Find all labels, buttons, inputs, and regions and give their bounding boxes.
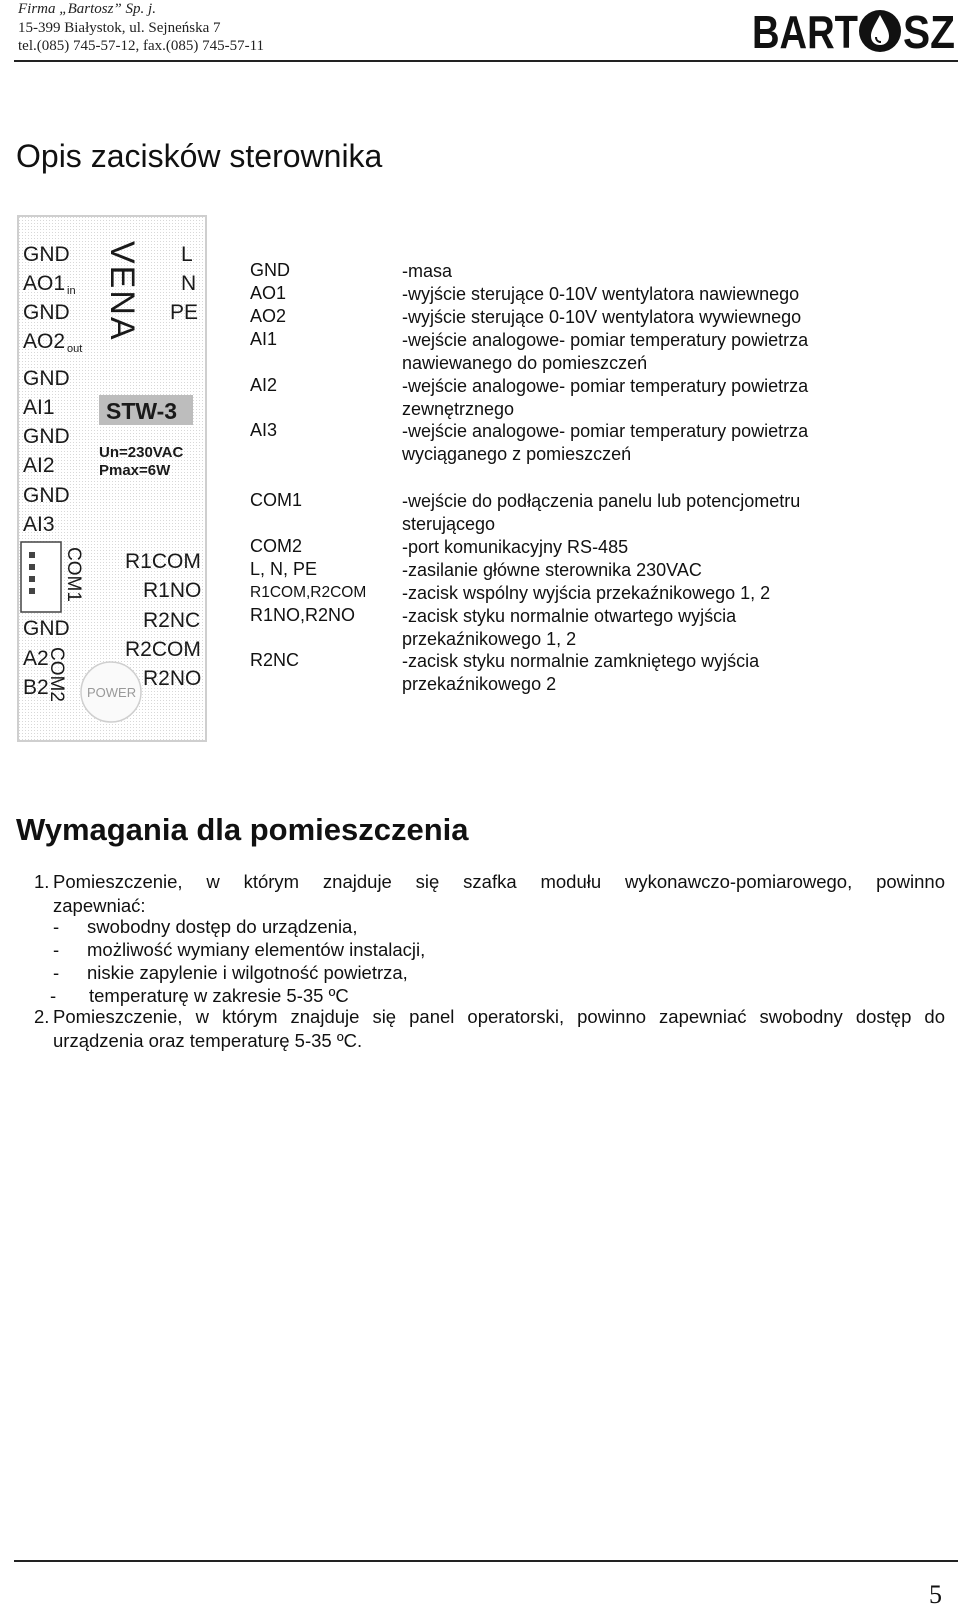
- panel-relay-terminal: R2NC: [143, 609, 201, 632]
- terminal-name: AO1: [250, 283, 287, 303]
- item2-line2: urządzenia oraz temperaturę 5-35 ºC.: [53, 1029, 363, 1051]
- terminal-name: COM2: [250, 536, 303, 556]
- terminal-name: R1COM,R2COM: [250, 584, 367, 601]
- panel-relay-terminal: R2COM: [125, 638, 201, 661]
- terminal-description: -wejście analogowe- pomiar temperatury powietrza: [402, 421, 809, 441]
- bullet-dash: -: [53, 916, 60, 937]
- panel-subscript: in: [67, 285, 76, 297]
- bartosz-logo: [752, 2, 958, 58]
- terminal-name: AI1: [250, 329, 278, 349]
- item-number: 2.: [34, 1006, 50, 1027]
- controller-diagram: [19, 217, 205, 740]
- panel-com2-label: COM2: [46, 647, 67, 702]
- terminal-description: -wejście do podłączenia panelu lub potencjometru: [402, 491, 801, 511]
- terminal-name: COM1: [250, 490, 303, 510]
- terminal-name: R1NO,R2NO: [250, 605, 356, 625]
- header-divider: [14, 60, 958, 62]
- panel-model: STW-3: [106, 398, 178, 424]
- item2-line1: Pomieszczenie, w którym znajduje się panel operatorski, powinno zapewniać swobodny dostęp do: [53, 1006, 945, 1027]
- panel-rating: Un=230VAC: [99, 444, 184, 461]
- item-number: 1.: [34, 871, 50, 892]
- terminal-description: nawiewanego do pomieszczeń: [402, 353, 648, 373]
- svg-text:SZ: SZ: [903, 6, 955, 58]
- terminal-description: -wyjście sterujące 0-10V wentylatora wywiewnego: [402, 307, 802, 327]
- item1-line1: Pomieszczenie, w którym znajduje się szafka modułu wykonawczo-pomiarowego, powinno: [53, 871, 945, 892]
- terminal-description: zewnętrznego: [402, 399, 515, 419]
- section-title-terminals: Opis zacisków sterownika: [16, 138, 383, 174]
- panel-brand: VENA: [103, 241, 141, 342]
- terminal-description: sterującego: [402, 514, 496, 534]
- terminal-description: -wyjście sterujące 0-10V wentylatora nawiewnego: [402, 284, 800, 304]
- terminal-description: -zacisk wspólny wyjścia przekaźnikowego 1, 2: [402, 583, 771, 603]
- company-name: Firma „Bartosz” Sp. j.: [18, 1, 156, 17]
- bullet-dash: -: [53, 939, 60, 960]
- panel-com1-label: COM1: [63, 547, 84, 602]
- panel-relay-terminal: R2NO: [143, 667, 202, 690]
- terminal-description: wyciąganego z pomieszczeń: [402, 444, 632, 464]
- panel-terminal-label: GND: [23, 425, 70, 448]
- panel-bus-terminal: B2: [23, 676, 49, 699]
- panel-power-indicator: POWER: [87, 685, 137, 700]
- bullet-text: swobodny dostęp do urządzenia,: [87, 916, 358, 937]
- terminal-description: przekaźnikowego 2: [402, 674, 557, 694]
- item1-line2: zapewniać:: [53, 894, 146, 916]
- panel-terminal-label: GND: [23, 484, 70, 507]
- bullet-text: niskie zapylenie i wilgotność powietrza,: [87, 962, 408, 983]
- terminal-description: -zasilanie główne sterownika 230VAC: [402, 560, 702, 580]
- terminal-description: -zacisk styku normalnie zamkniętego wyjścia: [402, 651, 760, 671]
- panel-terminal-label: AI2: [23, 454, 55, 477]
- panel-terminal-label: GND: [23, 243, 70, 266]
- panel-relay-terminal: R1COM: [125, 550, 201, 573]
- svg-text:BART: BART: [752, 6, 858, 58]
- terminal-name: GND: [250, 260, 290, 280]
- terminal-description: -masa: [402, 261, 453, 281]
- terminal-description: -wejście analogowe- pomiar temperatury powietrza: [402, 376, 809, 396]
- company-address: 15-399 Białystok, ul. Sejneńska 7: [18, 19, 221, 36]
- terminal-name: AI2: [250, 375, 278, 395]
- panel-relay-terminal: R1NO: [143, 579, 202, 602]
- panel-terminal-label: AI3: [23, 513, 55, 536]
- terminal-description: -port komunikacyjny RS-485: [402, 537, 629, 557]
- panel-power-terminal: N: [181, 272, 197, 295]
- controller-panel-image: [17, 215, 207, 742]
- bullet-text: temperaturę w zakresie 5-35 ºC: [89, 985, 349, 1006]
- terminal-description: przekaźnikowego 1, 2: [402, 629, 577, 649]
- terminal-name: AO2: [250, 306, 287, 326]
- panel-bus-terminal: GND: [23, 617, 70, 640]
- panel-terminal-label: GND: [23, 301, 70, 324]
- panel-terminal-label: AO2: [23, 330, 66, 353]
- panel-bus-terminal: A2: [23, 647, 49, 670]
- panel-rating: Pmax=6W: [99, 462, 171, 479]
- company-header: [18, 0, 264, 56]
- panel-power-terminal: L: [181, 243, 193, 266]
- panel-subscript: out: [67, 343, 83, 355]
- bullet-dash: -: [53, 962, 60, 983]
- panel-terminal-label: AI1: [23, 396, 55, 419]
- company-phone: tel.(085) 745-57-12, fax.(085) 745-57-11: [18, 38, 265, 54]
- terminal-name: R2NC: [250, 650, 300, 670]
- panel-terminal-label: AO1: [23, 272, 66, 295]
- page-number: 5: [929, 1580, 942, 1609]
- terminal-description: -wejście analogowe- pomiar temperatury powietrza: [402, 330, 809, 350]
- panel-terminal-label: GND: [23, 367, 70, 390]
- terminal-name: L, N, PE: [250, 559, 318, 579]
- panel-power-terminal: PE: [170, 301, 199, 324]
- section-title-requirements: Wymagania dla pomieszczenia: [16, 812, 469, 847]
- bullet-text: możliwość wymiany elementów instalacji,: [87, 939, 426, 960]
- bullet-dash: -: [50, 985, 57, 1006]
- terminal-name: AI3: [250, 420, 278, 440]
- footer-divider: [14, 1560, 958, 1562]
- terminal-description: -zacisk styku normalnie otwartego wyjścia: [402, 606, 737, 626]
